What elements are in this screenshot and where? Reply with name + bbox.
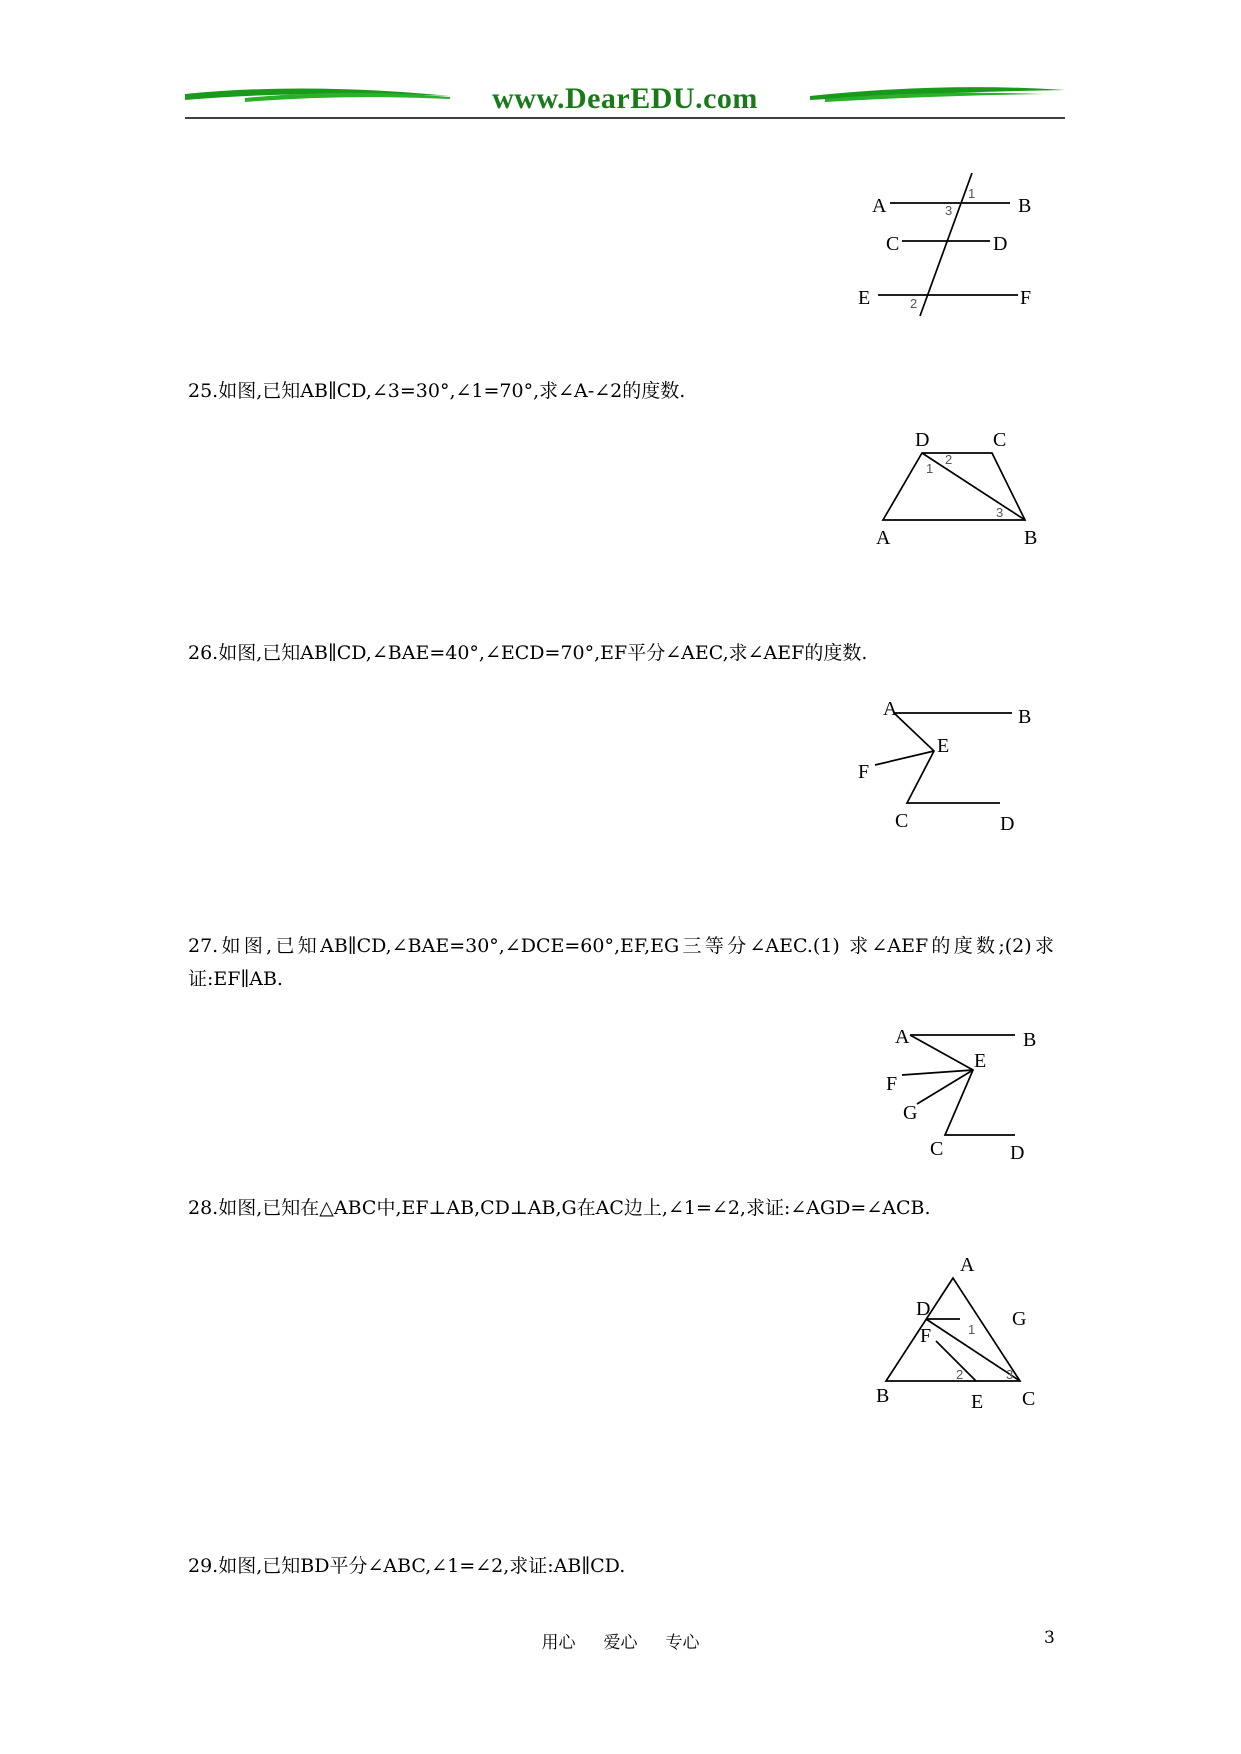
angle-label-1: 1 xyxy=(968,186,976,201)
question-number: 25. xyxy=(188,380,219,402)
angle-label-3: 3 xyxy=(1006,1367,1014,1382)
label-e: E xyxy=(858,287,871,309)
angle-label-1: 1 xyxy=(968,1322,976,1337)
footer-motto-3: 专心 xyxy=(665,1633,700,1653)
question-number: 28. xyxy=(188,1197,219,1219)
label-a: A xyxy=(960,1254,975,1276)
label-b: B xyxy=(1023,1029,1037,1051)
label-g: G xyxy=(1012,1308,1027,1330)
page-footer xyxy=(0,1628,1241,1653)
line-eg xyxy=(917,1070,973,1104)
diagonal-db xyxy=(922,453,1025,520)
page-number: 3 xyxy=(1044,1628,1055,1648)
angle-label-3: 3 xyxy=(945,203,953,218)
label-d: D xyxy=(1010,1142,1025,1164)
label-b: B xyxy=(1024,527,1038,548)
label-b: B xyxy=(1018,706,1032,728)
label-e: E xyxy=(974,1050,987,1072)
polyline-aecd xyxy=(910,1035,1015,1135)
polyline-aecd xyxy=(894,713,1000,803)
site-logo-text: www.DearEDU.com xyxy=(492,82,758,115)
question-26 xyxy=(188,637,1054,670)
angle-label-2: 2 xyxy=(956,1367,964,1382)
question-text: 如图,已知在△ABC中,EF⊥AB,CD⊥AB,G在AC边上,∠1=∠2,求证:∠AGD=∠ACB. xyxy=(218,1197,931,1219)
angle-label-3: 3 xyxy=(996,505,1004,520)
label-c: C xyxy=(993,429,1007,451)
footer-motto-2: 爱心 xyxy=(603,1633,638,1653)
question-number: 29. xyxy=(188,1555,219,1577)
footer-motto-1: 用心 xyxy=(541,1633,576,1653)
label-d: D xyxy=(1000,813,1015,835)
question-text: 如图,已知AB∥CD,∠BAE=40°,∠ECD=70°,EF平分∠AEC,求∠AEF的度数. xyxy=(218,642,868,664)
label-a: A xyxy=(872,195,887,217)
label-b: B xyxy=(1018,195,1032,217)
label-f: F xyxy=(886,1073,898,1095)
label-a: A xyxy=(895,1026,910,1048)
angle-label-1: 1 xyxy=(926,461,934,476)
label-d: D xyxy=(916,1298,931,1320)
question-number: 26. xyxy=(188,642,219,664)
angle-label-2: 2 xyxy=(910,296,918,311)
question-text: 如图,已知BD平分∠ABC,∠1=∠2,求证:AB∥CD. xyxy=(218,1555,626,1577)
question-25 xyxy=(188,375,1054,408)
label-f: F xyxy=(920,1325,932,1347)
page-header xyxy=(185,80,1065,120)
question-text: 如图,已知AB∥CD,∠3=30°,∠1=70°,求∠A-∠2的度数. xyxy=(218,380,686,402)
label-d: D xyxy=(993,233,1008,255)
label-a: A xyxy=(883,698,898,720)
trapezoid-abcd xyxy=(883,453,1025,520)
label-c: C xyxy=(886,233,900,255)
figure-zigzag-trisectors xyxy=(870,1015,1050,1175)
label-e: E xyxy=(937,735,950,757)
label-d: D xyxy=(915,429,930,451)
label-f: F xyxy=(1020,287,1032,309)
label-g: G xyxy=(903,1102,918,1124)
label-c: C xyxy=(930,1138,944,1160)
figure-parallel-transversal xyxy=(850,168,1050,318)
figure-triangle-perpendiculars xyxy=(860,1248,1060,1420)
figure-zigzag-bisector xyxy=(850,695,1050,840)
label-e: E xyxy=(971,1391,984,1413)
figure-trapezoid xyxy=(860,428,1050,548)
question-28 xyxy=(188,1192,1054,1225)
label-a: A xyxy=(876,527,891,548)
label-f: F xyxy=(858,761,870,783)
line-ef xyxy=(902,1070,973,1075)
question-number: 27. xyxy=(188,935,219,957)
line-ef xyxy=(875,751,934,765)
question-29 xyxy=(188,1550,1054,1583)
angle-label-2: 2 xyxy=(945,452,953,467)
question-27 xyxy=(188,930,1054,996)
triangle-abc xyxy=(886,1278,1020,1381)
label-b: B xyxy=(876,1385,890,1407)
label-c: C xyxy=(1022,1388,1036,1410)
label-c: C xyxy=(895,810,909,832)
question-text: 如图,已知AB∥CD,∠BAE=30°,∠DCE=60°,EF,EG三等分∠AEC.(1) 求∠AEF的度数;(2)求证:EF∥AB. xyxy=(188,935,1054,990)
